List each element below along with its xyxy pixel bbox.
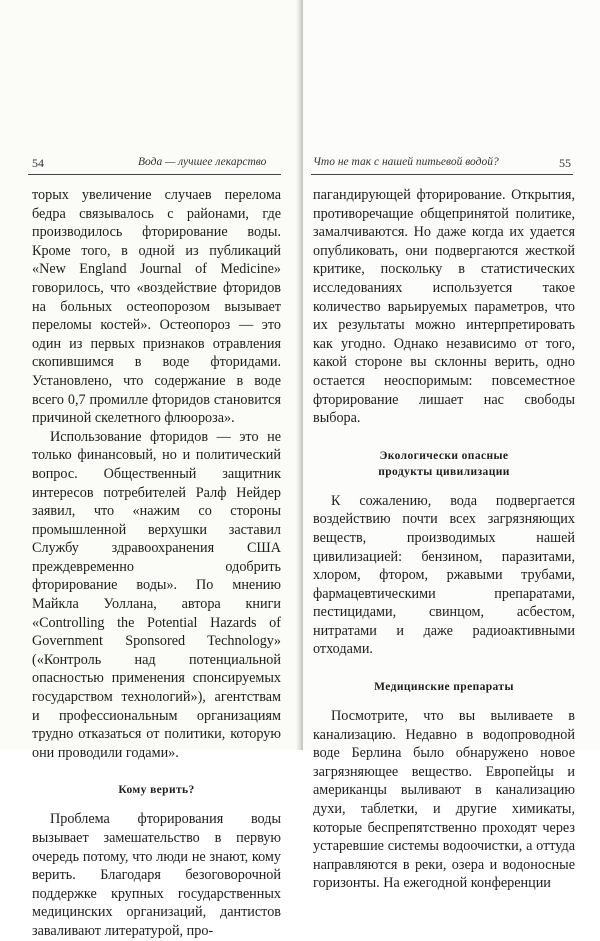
left-running-head: Вода — лучшее лекарство bbox=[138, 156, 267, 168]
right-page-header bbox=[303, 156, 600, 174]
left-page-header bbox=[0, 156, 280, 174]
right-paragraph-2: К сожалению, вода подвергается воздействию почти всех загрязняющих веществ, производимых нашей цивилизацией: бензином, паразитами, хлором, фтором, ржавыми трубами, фармацевтическими препаратами, пестицидами, свинцом, асбестом, нитратами и даже радиоактивными отходами. bbox=[313, 492, 575, 658]
left-paragraph-1: торых увеличение случаев перелома бедра связывалось с районами, где производилось фторирование воды. Кроме того, в одной из публикаций «New England Journal of Medicine» говорилось, что «воздействие фторидов на больных остеопорозом вызывает переломы костей». Остеопороз — это один из первых признаков отравления скопившимся в воде фторидами. Установлено, что содержание в воде всего 0,7 промилле фторидов становится причиной скелетного флюороза». bbox=[32, 187, 281, 427]
right-body-text bbox=[313, 186, 575, 893]
right-running-head: Что не так с нашей питьевой водой? bbox=[313, 156, 499, 168]
section-heading-ecological bbox=[313, 448, 575, 480]
left-page-number: 54 bbox=[32, 156, 44, 170]
heading-ecological-line-2: продукты цивилизации bbox=[378, 465, 510, 478]
left-header-rule bbox=[28, 174, 281, 175]
section-heading-who-to-trust: Кому верить? bbox=[118, 784, 195, 797]
right-page-number: 55 bbox=[559, 156, 571, 170]
right-page bbox=[303, 0, 600, 892]
left-paragraph-2: Использование фторидов — это не только финансовый, но и политический вопрос. Общественный защитник интересов потребителей Ралф Нейдер заявил, что «нажим со стороны промышленной верхушки заставил Службу здравоохранения США преждевременно одобрить фторирование воды». По мнению Майкла Уоллана, автора книги «Controlling the Potential Hazards of Government Sponsored Technology» («Контроль над потенциальной опасностью применения спонсируемых государством технологий»), агентствам и профессиональным организациям трудно отказаться от политики, которую они проводили годами». bbox=[32, 428, 281, 761]
right-paragraph-1: пагандирующей фторирование. Открытия, противоречащие общепринятой политике, замалчиваются. Но даже когда их удается опубликовать, они подвергаются жесткой критике, поскольку в статистических исследованиях используется такое количество варьируемых параметров, что их результаты можно интерпретировать как угодно. Однако независимо от того, какой стороне вы склонны верить, одно остается неоспоримым: повсеместное фторирование лишает нас свободы выбора. bbox=[313, 187, 575, 427]
right-paragraph-3: Посмотрите, что вы выливаете в канализацию. Недавно в водопроводной воде Берлина было обнаружено новое загрязняющее вещество. Европейцы и американцы выливают в канализацию духи, таблетки, и другие химикаты, которые беспрепятственно проходят через устаревшие системы водоочистки, а оттуда направляются в реки, озера и водоносные горизонты. На ежегодной конференции bbox=[313, 708, 575, 892]
section-heading-medical: Медицинские препараты bbox=[374, 681, 514, 694]
right-header-rule bbox=[311, 174, 573, 175]
heading-ecological-line-1: Экологически опасные bbox=[379, 449, 509, 462]
left-paragraph-3: Проблема фторирования воды вызывает замешательство в первую очередь потому, что люди не знают, кому верить. Благодаря безоговорочной поддержке крупных государственных медицинских организаций, дантистов заваливают литературой, про- bbox=[32, 811, 281, 939]
left-body-text bbox=[32, 186, 281, 941]
